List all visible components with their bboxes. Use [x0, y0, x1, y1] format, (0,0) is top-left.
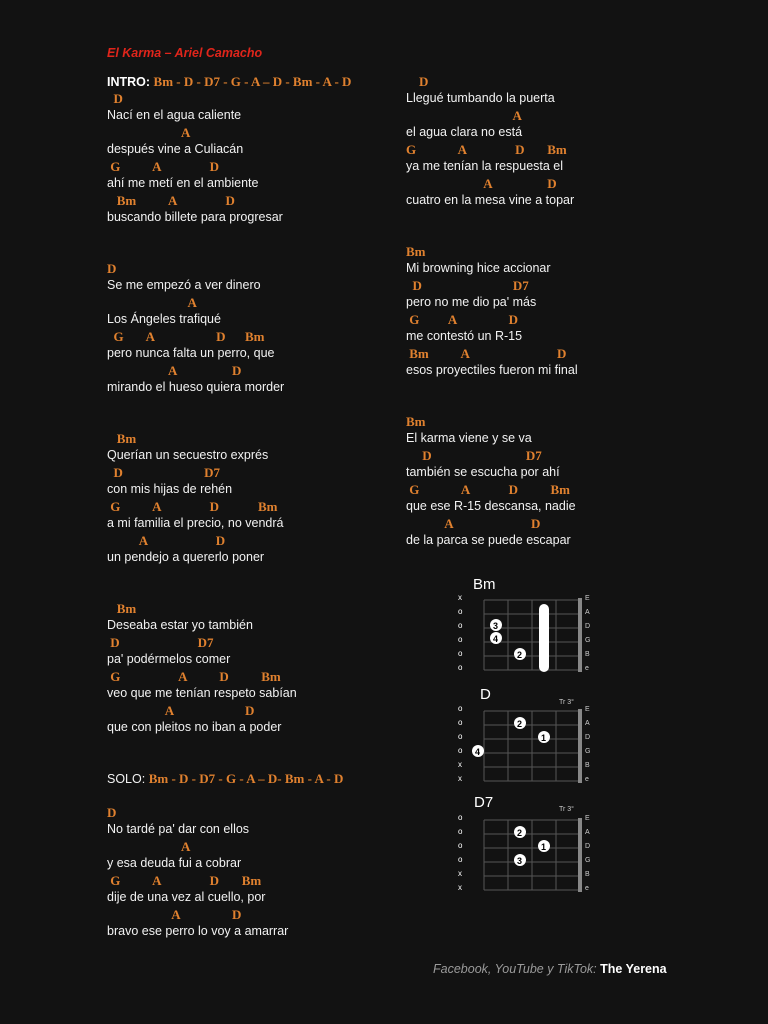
svg-text:2: 2	[517, 828, 523, 838]
svg-text:3: 3	[517, 856, 523, 866]
chord-line: A D	[107, 533, 226, 548]
chord-diagram-d7	[458, 794, 590, 892]
lyric-line: No tardé pa' dar con ellos	[107, 822, 250, 836]
diagram-d7-open-4: o	[458, 855, 463, 864]
diagram-bm-string-5: B	[585, 651, 590, 658]
lyric-line: mirando el hueso quiera morder	[107, 380, 285, 394]
chord-line: G A D Bm	[406, 142, 567, 157]
diagram-d7-string-1: E	[585, 815, 590, 822]
chord-line: G A D	[107, 159, 219, 174]
lyric-line: Los Ángeles trafiqué	[107, 312, 221, 326]
lyric-line: cuatro en la mesa vine a topar	[406, 193, 575, 207]
diagram-bm-string-4: G	[585, 637, 591, 644]
lyric-line: pero no me dio pa' más	[406, 295, 537, 309]
diagram-bm-string-1: E	[585, 595, 590, 602]
solo-chords: Bm - D - D7 - G - A – D- Bm - A - D	[148, 771, 344, 786]
lyrics-column-left	[107, 73, 437, 940]
song-title: El Karma – Ariel Camacho	[107, 46, 263, 60]
diagram-d-string-4: G	[585, 748, 591, 755]
lyric-line: dije de una vez al cuello, por	[107, 890, 266, 904]
diagram-d7-string-3: D	[585, 843, 591, 850]
lyric-line: después vine a Culiacán	[107, 142, 244, 156]
chord-diagram-bm	[458, 576, 590, 672]
lyric-line: y esa deuda fui a cobrar	[107, 856, 242, 870]
chord-line: D	[107, 91, 123, 106]
diagram-d-open-5: x	[458, 760, 462, 769]
lyric-line: pa' podérmelos comer	[107, 652, 231, 666]
chord-line: A D	[107, 907, 242, 922]
diagram-d-open-2: o	[458, 718, 463, 727]
chord-line: Bm	[406, 244, 426, 259]
lyric-line: veo que me tenían respeto sabían	[107, 686, 297, 700]
lyric-line: Llegué tumbando la puerta	[406, 91, 555, 105]
diagram-d7-string-6: e	[585, 885, 589, 892]
lyric-line: ya me tenían la respuesta el	[406, 159, 564, 173]
lyric-line: el agua clara no está	[406, 125, 523, 139]
solo-line	[107, 770, 437, 787]
diagram-d7-open-2: o	[458, 827, 463, 836]
lyrics-column-right	[406, 73, 736, 549]
lyric-line: un pendejo a quererlo poner	[107, 550, 265, 564]
svg-text:3: 3	[493, 621, 499, 631]
lyric-line: Nací en el agua caliente	[107, 108, 242, 122]
chord-line: A	[107, 839, 191, 854]
svg-text:2: 2	[517, 650, 523, 660]
lyric-line: Mi browning hice accionar	[406, 261, 551, 275]
lyric-line: me contestó un R-15	[406, 329, 523, 343]
diagram-bm-open-5: o	[458, 649, 463, 658]
diagram-d7-open-3: o	[458, 841, 463, 850]
chord-line: Bm	[107, 431, 137, 446]
svg-text:4: 4	[493, 634, 499, 644]
chord-diagram-d	[458, 686, 590, 783]
lyric-line: también se escucha por ahí	[406, 465, 560, 479]
diagram-bm-string-3: D	[585, 623, 591, 630]
lyric-line: buscando billete para progresar	[107, 210, 283, 224]
stanza-gap	[406, 209, 736, 243]
diagram-d7-open-5: x	[458, 869, 462, 878]
diagram-d-string-5: B	[585, 762, 590, 769]
chord-line: A D	[406, 176, 557, 191]
diagram-bm-open-3: o	[458, 621, 463, 630]
diagram-bm-open-6: o	[458, 663, 463, 672]
chord-line: G A D Bm	[107, 873, 262, 888]
chord-line: Bm A D	[107, 193, 235, 208]
chord-line: A D	[406, 516, 541, 531]
diagram-bm-name: Bm	[473, 576, 496, 593]
diagram-d7-string-5: B	[585, 871, 590, 878]
chord-line: D D7	[406, 448, 542, 463]
chord-line: Bm	[107, 601, 137, 616]
chord-line: A	[406, 108, 522, 123]
chord-diagrams	[448, 570, 608, 900]
lyric-line: a mi familia el precio, no vendrá	[107, 516, 284, 530]
chord-line: D D7	[406, 278, 529, 293]
lyric-line: Querían un secuestro exprés	[107, 448, 269, 462]
diagram-d7-string-2: A	[585, 829, 590, 836]
diagram-d7-fret-label: Tr 3°	[559, 806, 574, 813]
diagram-bm-open-4: o	[458, 635, 463, 644]
footer-brand: The Yerena	[600, 962, 667, 976]
diagram-bm-open-1: x	[458, 593, 462, 602]
lyric-line: ahí me metí en el ambiente	[107, 176, 259, 190]
diagram-d7-name: D7	[474, 794, 494, 811]
lyric-line: que ese R-15 descansa, nadie	[406, 499, 576, 513]
diagram-d7-open-1: o	[458, 813, 463, 822]
diagram-d7-open-6: x	[458, 883, 462, 892]
diagram-d-open-6: x	[458, 774, 462, 783]
chord-line: D D7	[107, 635, 214, 650]
lyric-line: pero nunca falta un perro, que	[107, 346, 275, 360]
chord-line: G A D	[406, 312, 518, 327]
lyric-line: de la parca se puede escapar	[406, 533, 571, 547]
diagram-d7-string-4: G	[585, 857, 591, 864]
lyric-line: El karma viene y se va	[406, 431, 532, 445]
stanza-gap	[107, 787, 437, 804]
diagram-bm-string-6: e	[585, 665, 589, 672]
stanza-gap	[107, 226, 437, 260]
chord-line: G A D Bm	[107, 669, 281, 684]
chord-line: D	[107, 261, 117, 276]
diagram-bm-open-2: o	[458, 607, 463, 616]
intro-chords: Bm - D - D7 - G - A – D - Bm - A - D	[153, 74, 352, 89]
diagram-d-string-6: e	[585, 776, 589, 783]
intro-label: INTRO:	[107, 75, 151, 89]
diagram-d-string-3: D	[585, 734, 591, 741]
lyric-line: esos proyectiles fueron mi final	[406, 363, 578, 377]
stanza-gap	[107, 396, 437, 430]
diagram-d-name: D	[480, 686, 491, 703]
lyric-line: bravo ese perro lo voy a amarrar	[107, 924, 289, 938]
svg-text:1: 1	[541, 842, 547, 852]
chord-line: G A D Bm	[107, 499, 278, 514]
chord-line: D	[406, 74, 429, 89]
diagram-d-fret-label: Tr 3°	[559, 699, 574, 706]
footer-text: Facebook, YouTube y TikTok:	[433, 962, 601, 976]
chord-line: D D7	[107, 465, 221, 480]
diagram-bm-string-2: A	[585, 609, 590, 616]
chord-line: Bm	[406, 414, 426, 429]
chord-line: Bm A D	[406, 346, 567, 361]
chord-line: A	[107, 295, 197, 310]
diagram-d-open-4: o	[458, 746, 463, 755]
chord-line: A D	[107, 363, 242, 378]
solo-label: SOLO:	[107, 772, 146, 786]
stanza-gap	[107, 736, 437, 770]
footer-credit	[433, 962, 667, 976]
chord-line: A D	[107, 703, 255, 718]
lyric-line: Se me empezó a ver dinero	[107, 278, 261, 292]
stanza-gap	[406, 379, 736, 413]
chord-line: G A D Bm	[406, 482, 570, 497]
chord-line: G A D Bm	[107, 329, 265, 344]
diagram-d-string-1: E	[585, 706, 590, 713]
svg-text:4: 4	[475, 747, 481, 757]
chord-line: D	[107, 805, 117, 820]
chord-line: A	[107, 125, 191, 140]
barre-bm	[539, 604, 549, 672]
stanza-gap	[107, 566, 437, 600]
diagram-d-open-3: o	[458, 732, 463, 741]
lyric-line: con mis hijas de rehén	[107, 482, 233, 496]
intro-line	[107, 73, 437, 90]
lyric-line: que con pleitos no iban a poder	[107, 720, 282, 734]
svg-text:2: 2	[517, 719, 523, 729]
diagram-d-string-2: A	[585, 720, 590, 727]
svg-text:1: 1	[541, 733, 547, 743]
lyric-line: Deseaba estar yo también	[107, 618, 253, 632]
diagram-d-open-1: o	[458, 704, 463, 713]
